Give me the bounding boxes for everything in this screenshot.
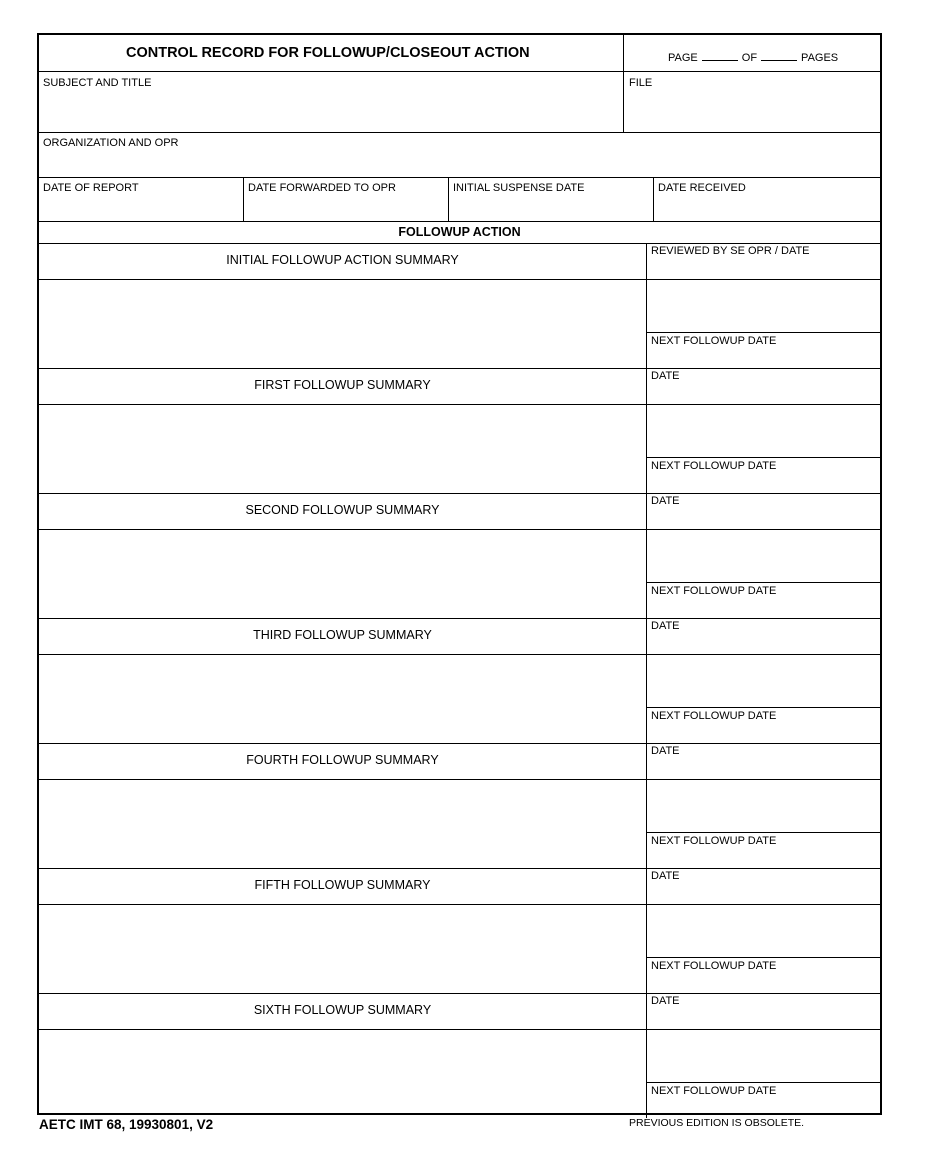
followup-section-title: SECOND FOLLOWUP SUMMARY [245, 503, 440, 517]
section-rule [39, 743, 880, 744]
next-followup-date-label: NEXT FOLLOWUP DATE [651, 585, 777, 597]
followup-summary-field[interactable] [39, 655, 645, 742]
followup-section-title: FIFTH FOLLOWUP SUMMARY [254, 878, 431, 892]
section-rule [39, 868, 880, 869]
date-received-field[interactable] [654, 196, 880, 220]
date-forwarded-label: DATE FORWARDED TO OPR [248, 182, 396, 194]
form-id: AETC IMT 68, 19930801, V2 [39, 1117, 214, 1132]
reviewed-by-field[interactable] [647, 259, 880, 278]
organization-and-opr-field[interactable] [39, 151, 880, 176]
file-label: FILE [629, 77, 653, 89]
right-box-rule [646, 279, 880, 280]
date-label: DATE [651, 370, 680, 382]
next-followup-date-label: NEXT FOLLOWUP DATE [651, 335, 777, 347]
next-followup-date-field[interactable] [647, 849, 880, 867]
next-followup-date-label: NEXT FOLLOWUP DATE [651, 460, 777, 472]
page-number-field[interactable] [702, 50, 738, 61]
section-rule [39, 493, 880, 494]
header-rule [39, 71, 880, 72]
next-followup-rule [646, 332, 880, 333]
followup-summary-field[interactable] [39, 905, 645, 992]
date-field[interactable] [647, 759, 880, 778]
right-box-rule [646, 779, 880, 780]
date-field[interactable] [647, 509, 880, 528]
followup-section-title: SIXTH FOLLOWUP SUMMARY [253, 1003, 432, 1017]
date-label: DATE [651, 620, 680, 632]
file-field[interactable] [624, 91, 880, 131]
next-followup-date-label: NEXT FOLLOWUP DATE [651, 1085, 777, 1097]
date-forwarded-field[interactable] [244, 196, 447, 220]
followup-summary-field[interactable] [39, 405, 645, 492]
next-followup-date-field[interactable] [647, 599, 880, 617]
followup-section-title: THIRD FOLLOWUP SUMMARY [253, 628, 432, 642]
followup-summary-field[interactable] [39, 1030, 645, 1117]
next-followup-date-field[interactable] [647, 349, 880, 367]
date-label: DATE [651, 870, 680, 882]
right-box-rule [646, 529, 880, 530]
next-followup-date-label: NEXT FOLLOWUP DATE [651, 710, 777, 722]
date-label: DATE [651, 495, 680, 507]
organization-and-opr-label: ORGANIZATION AND OPR [43, 137, 179, 149]
next-followup-date-field[interactable] [647, 1099, 880, 1117]
date-received-label: DATE RECEIVED [658, 182, 746, 194]
form-title: CONTROL RECORD FOR FOLLOWUP/CLOSEOUT ACTION [126, 45, 530, 61]
next-followup-rule [646, 457, 880, 458]
reviewed-by-label: REVIEWED BY SE OPR / DATE [651, 245, 810, 257]
subject-and-title-field[interactable] [39, 91, 622, 131]
section-rule [39, 368, 880, 369]
followup-section-title: FOURTH FOLLOWUP SUMMARY [246, 753, 439, 767]
right-box-rule [646, 654, 880, 655]
date-field[interactable] [647, 884, 880, 903]
section-rule [39, 618, 880, 619]
subject-and-title-label: SUBJECT AND TITLE [43, 77, 152, 89]
page-count: PAGE OF PAGES [668, 52, 839, 64]
right-box-rule [646, 904, 880, 905]
next-followup-rule [646, 582, 880, 583]
next-followup-date-label: NEXT FOLLOWUP DATE [651, 960, 777, 972]
next-followup-rule [646, 1082, 880, 1083]
next-followup-date-field[interactable] [647, 724, 880, 742]
next-followup-date-label: NEXT FOLLOWUP DATE [651, 835, 777, 847]
followup-section-title: FIRST FOLLOWUP SUMMARY [254, 378, 431, 392]
date-label: DATE [651, 995, 680, 1007]
followup-summary-field[interactable] [39, 280, 645, 367]
right-box-rule [646, 404, 880, 405]
right-box-rule [646, 1029, 880, 1030]
date-field[interactable] [647, 634, 880, 653]
date-field[interactable] [647, 384, 880, 403]
total-pages-field[interactable] [761, 50, 797, 61]
control-record-form [37, 33, 882, 1115]
followup-summary-field[interactable] [39, 530, 645, 617]
next-followup-rule [646, 707, 880, 708]
date-label: DATE [651, 745, 680, 757]
followup-action-heading: FOLLOWUP ACTION [398, 225, 521, 239]
next-followup-rule [646, 832, 880, 833]
next-followup-date-field[interactable] [647, 474, 880, 492]
next-followup-rule [646, 957, 880, 958]
section-rule [39, 993, 880, 994]
followup-section-title: INITIAL FOLLOWUP ACTION SUMMARY [226, 253, 459, 267]
date-of-report-field[interactable] [39, 196, 242, 220]
initial-suspense-date-label: INITIAL SUSPENSE DATE [453, 182, 585, 194]
edition-note: PREVIOUS EDITION IS OBSOLETE. [629, 1117, 805, 1129]
next-followup-date-field[interactable] [647, 974, 880, 992]
date-of-report-label: DATE OF REPORT [43, 182, 139, 194]
followup-summary-field[interactable] [39, 780, 645, 867]
initial-suspense-date-field[interactable] [449, 196, 652, 220]
date-field[interactable] [647, 1009, 880, 1028]
